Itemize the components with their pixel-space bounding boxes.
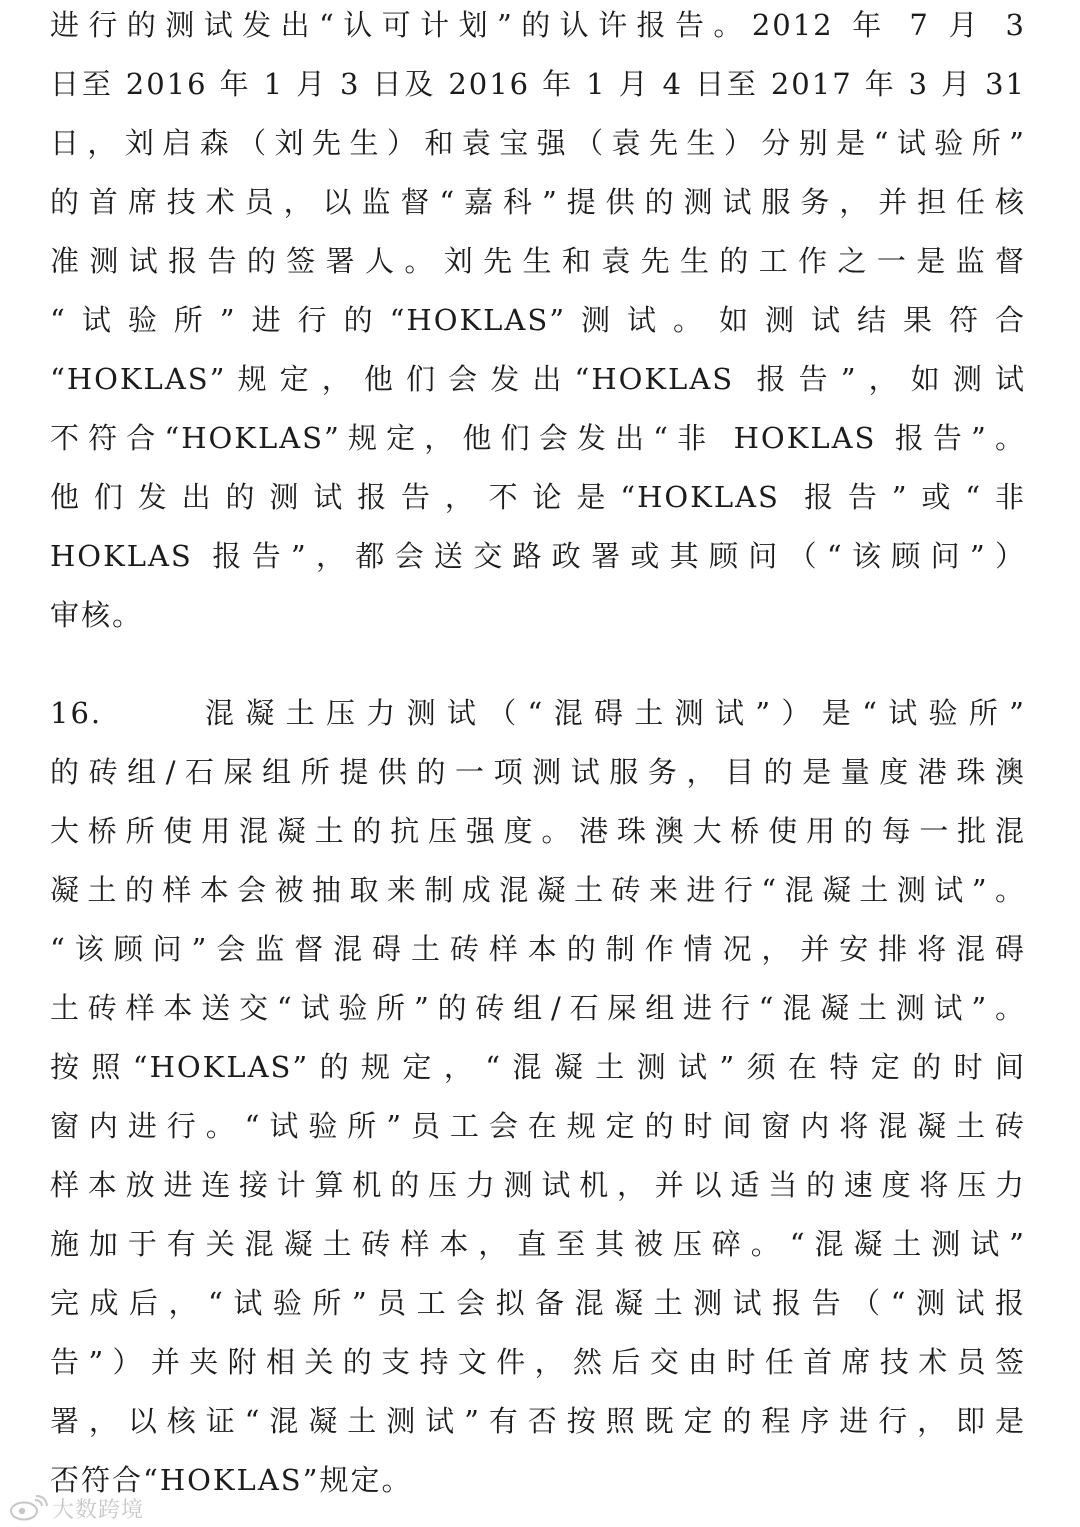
body-line: 凝土的样本会被抽取来制成混凝土砖来进行“混凝土测试”。 — [50, 873, 1026, 907]
body-line: 的首席技术员，以监督“嘉科”提供的测试服务，并担任核 — [50, 185, 1026, 219]
body-line: 的砖组/石屎组所提供的一项测试服务，目的是量度港珠澳 — [50, 755, 1026, 789]
body-line: 审核。 — [50, 598, 144, 632]
body-line: 否符合“HOKLAS”规定。 — [50, 1463, 413, 1497]
body-line: 日，刘启森（刘先生）和袁宝强（袁先生）分别是“试验所” — [50, 126, 1026, 160]
watermark-text: 大数跨境 — [52, 1497, 145, 1523]
body-line: 土砖样本送交“试验所”的砖组/石屎组进行“混凝土测试”。 — [50, 991, 1026, 1025]
body-line: 进行的测试发出“认可计划”的认许报告。2012 年 7 月 3 — [50, 8, 1026, 42]
watermark — [8, 1492, 144, 1524]
weibo-like-logo-icon — [8, 1495, 48, 1521]
body-line: 按照“HOKLAS”的规定，“混凝土测试”须在特定的时间 — [50, 1050, 1026, 1084]
body-line: 署，以核证“混凝土测试”有否按照既定的程序进行，即是 — [50, 1404, 1026, 1438]
body-line: 告”）并夹附相关的支持文件，然后交由时任首席技术员签 — [50, 1345, 1026, 1379]
body-line: HOKLAS 报告”，都会送交路政署或其顾问（“该顾问”） — [50, 539, 1026, 573]
body-line: 窗内进行。“试验所”员工会在规定的时间窗内将混凝土砖 — [50, 1109, 1026, 1143]
body-line: 完成后，“试验所”员工会拟备混凝土测试报告（“测试报 — [50, 1286, 1026, 1320]
body-line: 不符合“HOKLAS”规定，他们会发出“非 HOKLAS 报告”。 — [50, 421, 1026, 455]
body-line: 样本放进连接计算机的压力测试机，并以适当的速度将压力 — [50, 1168, 1026, 1202]
body-line: “试验所”进行的“HOKLAS”测试。如测试结果符合 — [50, 303, 1026, 337]
body-line: 大桥所使用混凝土的抗压强度。港珠澳大桥使用的每一批混 — [50, 814, 1026, 848]
body-line: 日至 2016 年 1 月 3 日及 2016 年 1 月 4 日至 2017 年 3 月 31 — [50, 67, 1026, 101]
body-line: “HOKLAS”规定，他们会发出“HOKLAS 报告”，如测试 — [50, 362, 1026, 396]
body-line: 混凝土压力测试（“混碍土测试”）是“试验所” — [205, 696, 1026, 730]
body-line: “该顾问”会监督混碍土砖样本的制作情况，并安排将混碍 — [50, 932, 1026, 966]
paragraph-number: 16. — [50, 696, 103, 730]
body-line: 准测试报告的签署人。刘先生和袁先生的工作之一是监督 — [50, 244, 1026, 278]
body-line: 施加于有关混凝土砖样本，直至其被压碎。“混凝土测试” — [50, 1227, 1026, 1261]
body-line: 他们发出的测试报告，不论是“HOKLAS 报告”或“非 — [50, 480, 1026, 514]
